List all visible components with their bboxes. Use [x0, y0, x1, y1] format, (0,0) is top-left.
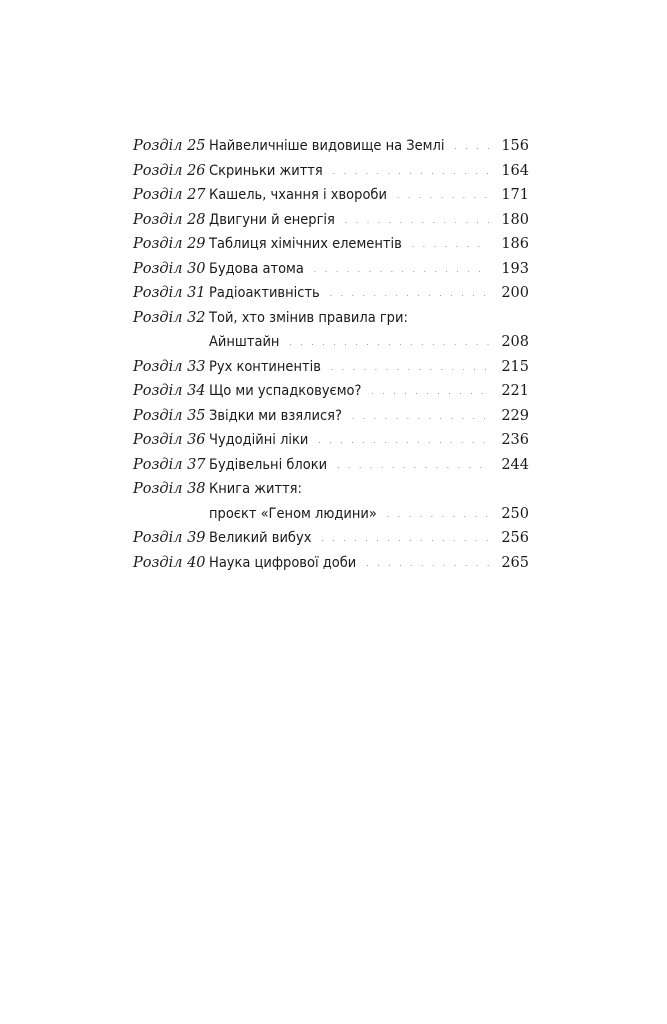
chapter-title-line — [209, 134, 529, 158]
chapter-title: проєкт «Геном людини» — [209, 505, 377, 522]
chapter-label: Розділ 32 — [133, 309, 206, 326]
chapter-label: Розділ 27 — [133, 187, 206, 203]
page-number: 208 — [501, 334, 529, 350]
dot-leader — [318, 429, 489, 453]
chapter-label: Розділ 39 — [133, 530, 206, 546]
page-number: 171 — [501, 187, 529, 203]
dot-leader — [289, 331, 489, 355]
toc-row — [0, 551, 667, 576]
chapter-title-line — [209, 502, 529, 526]
dot-leader — [412, 233, 490, 257]
page-number: 256 — [501, 530, 529, 546]
toc-row — [0, 257, 667, 282]
chapter-label: Розділ 29 — [133, 236, 206, 252]
toc-row — [0, 428, 667, 453]
toc-row — [0, 453, 667, 478]
dot-leader — [345, 209, 489, 233]
chapter-label: Розділ 40 — [133, 554, 206, 571]
dot-leader — [397, 184, 489, 208]
toc-row — [0, 379, 667, 404]
page-number: 180 — [501, 211, 529, 228]
page-number: 229 — [501, 407, 529, 424]
chapter-title-line — [209, 355, 529, 379]
dot-leader — [314, 258, 489, 282]
page-number: 200 — [501, 285, 529, 301]
chapter-title: Наука цифрової доби — [209, 554, 357, 571]
chapter-label: Розділ 30 — [133, 260, 206, 277]
page-number: 215 — [501, 358, 529, 375]
chapter-title-line — [209, 208, 529, 232]
chapter-label: Розділ 26 — [133, 162, 206, 179]
chapter-title-line — [209, 551, 529, 575]
chapter-title-line — [209, 306, 529, 330]
chapter-title-line — [209, 404, 529, 428]
chapter-title: Книга життя: — [209, 481, 302, 497]
chapter-title: Той, хто змінив правила гри: — [209, 309, 408, 326]
dot-leader — [330, 282, 490, 306]
dot-leader — [454, 135, 489, 159]
toc-row — [0, 134, 667, 159]
chapter-title: Рух континентів — [209, 358, 321, 375]
chapter-label: Розділ 35 — [133, 407, 206, 424]
chapter-title-line — [209, 428, 529, 452]
page-number: 244 — [501, 456, 529, 473]
dot-leader — [337, 454, 489, 478]
page-number: 193 — [501, 260, 529, 277]
toc-row — [0, 281, 667, 306]
dot-leader — [387, 503, 489, 527]
chapter-title-line — [209, 257, 529, 281]
page-number: 156 — [501, 138, 529, 154]
page-number: 265 — [501, 554, 529, 571]
chapter-title-line — [209, 159, 529, 183]
chapter-label: Розділ 38 — [133, 481, 206, 497]
chapter-title-line — [209, 477, 529, 501]
toc-row — [0, 306, 667, 331]
chapter-title-line — [209, 526, 529, 550]
chapter-title: Чудодійні ліки — [209, 432, 309, 448]
chapter-title-line — [209, 453, 529, 477]
chapter-title: Будова атома — [209, 260, 304, 277]
toc-row — [0, 526, 667, 551]
chapter-title: Що ми успадковуємо? — [209, 383, 362, 399]
dot-leader — [333, 160, 490, 184]
toc-row — [0, 502, 667, 527]
chapter-label: Розділ 37 — [133, 456, 206, 473]
page-number: 236 — [501, 432, 529, 448]
chapter-label: Розділ 31 — [133, 285, 206, 301]
toc-row — [0, 355, 667, 380]
dot-leader — [371, 380, 489, 404]
toc-row — [0, 159, 667, 184]
chapter-title-line — [209, 379, 529, 403]
page-number: 221 — [501, 383, 529, 399]
chapter-title: Великий вибух — [209, 530, 312, 546]
page-number: 250 — [501, 505, 529, 522]
chapter-label: Розділ 36 — [133, 432, 206, 448]
dot-leader — [352, 405, 489, 429]
chapter-title-line — [209, 281, 529, 305]
chapter-title: Двигуни й енергія — [209, 211, 335, 228]
chapter-title: Звідки ми взялися? — [209, 407, 342, 424]
toc-row — [0, 477, 667, 502]
toc-row — [0, 208, 667, 233]
toc-row — [0, 232, 667, 257]
chapter-label: Розділ 33 — [133, 358, 206, 375]
table-of-contents — [0, 134, 667, 575]
chapter-title: Радіоактивність — [209, 285, 320, 301]
chapter-title: Найвеличніше видовище на Землі — [209, 138, 445, 154]
chapter-title: Будівельні блоки — [209, 456, 328, 473]
page-number: 164 — [501, 162, 529, 179]
chapter-title-line — [209, 232, 529, 256]
dot-leader — [366, 552, 489, 576]
page-number: 186 — [501, 236, 529, 252]
chapter-label: Розділ 28 — [133, 211, 206, 228]
chapter-title-line — [209, 330, 529, 354]
chapter-title: Кашель, чхання і хвороби — [209, 187, 387, 203]
chapter-title: Скриньки життя — [209, 162, 323, 179]
toc-row — [0, 404, 667, 429]
dot-leader — [321, 527, 489, 551]
chapter-label: Розділ 25 — [133, 138, 206, 154]
chapter-title: Айнштайн — [209, 334, 280, 350]
chapter-title: Таблиця хімічних елементів — [209, 236, 402, 252]
dot-leader — [331, 356, 489, 380]
toc-row — [0, 330, 667, 355]
chapter-label: Розділ 34 — [133, 383, 206, 399]
toc-row — [0, 183, 667, 208]
chapter-title-line — [209, 183, 529, 207]
